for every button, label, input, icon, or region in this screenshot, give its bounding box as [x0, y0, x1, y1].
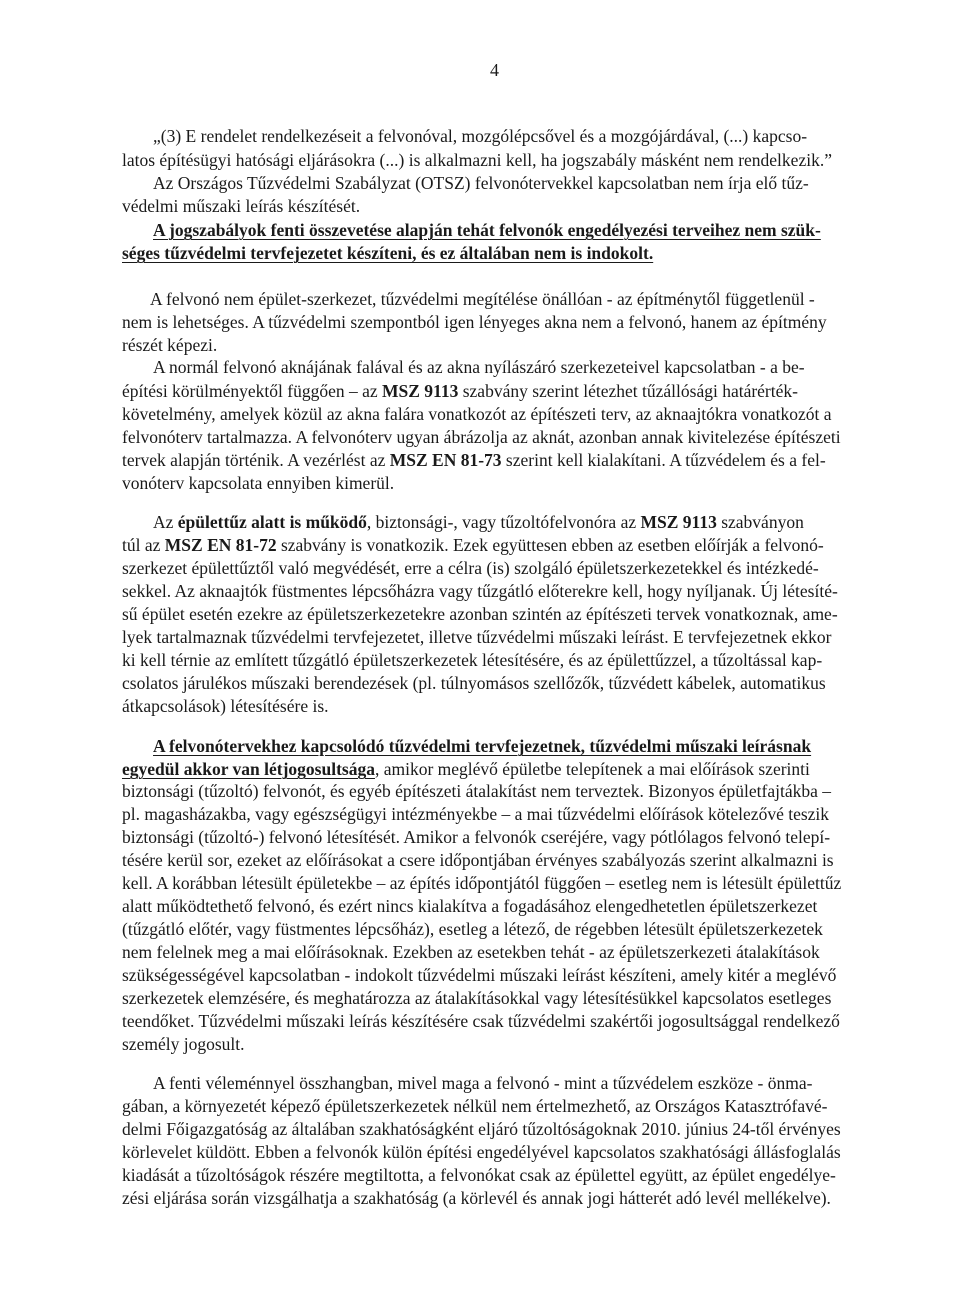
text-line: részét képezi. — [122, 335, 218, 355]
text-line: A normál felvonó aknájának falával és az akna nyílászáró szerkezeteivel kapcsolatban - a be- — [153, 357, 805, 377]
text-line: felvonóterv tartalmazza. A felvonóterv ugyan ábrázolja az aknát, azonban annak kivitelezése építészeti — [122, 427, 841, 447]
text-line: delmi Főigazgatóság az általában szakhatóságként eljáró tűzoltóságoknak 2010. június 24-től érvényes — [122, 1119, 841, 1139]
emphasis-line: séges tűzvédelmi tervfejezetet készíteni, és ez általában nem is indokolt. — [122, 243, 654, 263]
text-line: zési eljárása során vizsgálhatja a szakhatóság (a körlevél és annak jogi hátterét adó levél mellékelve). — [122, 1188, 831, 1208]
text-run: , amikor meglévő épületbe telepítenek a mai előírások szerinti — [374, 759, 810, 779]
text-line: A felvonó nem épület-szerkezet, tűzvédelmi megítélése önállóan - az építménytől függetlenül - — [150, 289, 815, 309]
text-line: gában, a környezetét képező épületszerkezetek nélkül nem értelmezhető, az Országos Katasztrófavé- — [122, 1096, 828, 1116]
text-run: építési körülményektől függően – az — [122, 381, 382, 401]
text-line: vonóterv kapcsolata ennyiben kimerül. — [122, 473, 395, 493]
text-run: , biztonsági-, vagy tűzoltófelvonóra az — [366, 512, 641, 532]
text-run: szerint kell kialakítani. A tűzvédelem és a fel- — [501, 450, 826, 470]
text-line: csolatos járulékos műszaki berendezések (pl. túlnyomásos szellőzők, tűzvédett kábelek, automatikus — [122, 673, 826, 693]
text-line: nem is lehetséges. A tűzvédelmi szempontból igen lényeges akna nem a felvonó, hanem az építmény — [122, 312, 827, 332]
text-line — [122, 761, 810, 779]
text-line — [122, 452, 826, 470]
text-line: teendőket. Tűzvédelmi műszaki leírás készítésére csak tűzvédelmi szakértői jogosultsággal rendelkező — [122, 1011, 840, 1031]
text-line — [153, 514, 804, 532]
text-run: szabvány is vonatkozik. Ezek együttesen ebben az esetben előírják a felvonó- — [276, 535, 824, 555]
text-line: lyek tartalmaznak tűzvédelmi tervfejezetet, illetve tűzvédelmi műszaki leírást. E tervfejezetnek ekkor — [122, 627, 832, 647]
text-line: latos építésügyi hatósági eljárásokra (...) is alkalmazni kell, ha jogszabály másként nem rendelkezik.” — [122, 150, 832, 170]
text-line: A fenti véleménnyel összhangban, mivel maga a felvonó - mint a tűzvédelem eszköze - önma- — [153, 1073, 813, 1093]
text-line: nem felelnek meg a mai előírásoknak. Ezekben az esetekben tehát - az épületszerkezeti átalakítások — [122, 942, 820, 962]
standard-ref: MSZ EN 81-73 — [389, 450, 502, 470]
text-line: Az Országos Tűzvédelmi Szabályzat (OTSZ) felvonótervekkel kapcsolatban nem írja elő tűz- — [153, 173, 809, 193]
emphasis-line: A felvonótervekhez kapcsolódó tűzvédelmi tervfejezetnek, tűzvédelmi műszaki leírásnak — [153, 736, 812, 756]
text-line: biztonsági (tűzoltó-) felvonó létesítését. Amikor a felvonók cseréjére, vagy pótlólagos felvonó telepí- — [122, 827, 831, 847]
text-line: kell. A korábban létesült épületekbe – az építés időpontjától függően – esetleg nem is létesült épülettűz — [122, 873, 842, 893]
text-line: pl. magasházakba, vagy egészségügyi intézményekbe – a mai tűzvédelmi előírások kötelezővé teszik — [122, 804, 830, 824]
text-line: szerkezetek elemzésére, és meghatározza az átalakításokkal vagy létesítésükkel kapcsolatos esetleges — [122, 988, 832, 1008]
text-line: átkapcsolások) létesítésére is. — [122, 696, 329, 716]
text-line: kiadását a tűzoltóságok részére megtiltotta, a felvonókat csak az épülettel együtt, az épület engedélye- — [122, 1165, 836, 1185]
text-line: sű épület esetén ezekre az épületszerkezetekre azonban szintén az építészeti tervek vonatkoznak, ame- — [122, 604, 838, 624]
standard-ref: MSZ EN 81-72 — [164, 535, 277, 555]
text-line: tésére kerül sor, ezeket az előírásokat a csere időpontjában érvényes szabályozás szerint alkalmazni is — [122, 850, 834, 870]
emphasis-run: épülettűz alatt is működő — [177, 512, 367, 532]
text-line: személy jogosult. — [122, 1034, 245, 1054]
text-line — [122, 537, 824, 555]
text-line: sekkel. Az aknaajtók füstmentes lépcsőházra vagy tűzgátló előterekre kell, hogy nyíljanak. Új létesíté- — [122, 581, 838, 601]
page-number: 4 — [490, 60, 499, 80]
text-line: körlevelet küldött. Ebben a felvonók külön építési engedélyével kapcsolatos szakhatósági állásfoglalás — [122, 1142, 841, 1162]
emphasis-line: A jogszabályok fenti összevetése alapján tehát felvonók engedélyezési terveihez nem szük- — [153, 220, 821, 240]
text-line: követelmény, amelyek közül az akna falára vonatkozót az építészeti terv, az aknaajtókra vonatkozót a — [122, 404, 832, 424]
text-line: ki kell térnie az említett tűzgátló épületszerkezetek létesítésére, és az épülettűzzel, a tűzoltással kap- — [122, 650, 823, 670]
text-line: szerkezet épülettűztől való megvédését, erre a célra (is) szolgáló épületszerkezetekkel és intézkedé- — [122, 558, 819, 578]
text-line: „(3) E rendelet rendelkezéseit a felvonóval, mozgólépcsővel és a mozgójárdával, (...) kapcso- — [153, 126, 808, 146]
text-line: (tűzgátló előtér, vagy füstmentes lépcsőház), esetleg a létező, de régebben létesült épületszerkezetek — [122, 919, 823, 939]
text-line: védelmi műszaki leírás készítését. — [122, 196, 361, 216]
emphasis-run: egyedül akkor van létjogosultsága — [122, 759, 375, 779]
text-line: biztonsági (tűzoltó) felvonót, és egyéb építészeti átalakítást nem terveztek. Bizonyos épületfajtákba – — [122, 781, 831, 801]
text-run: szabványon — [716, 512, 804, 532]
text-line — [122, 383, 798, 401]
text-run: túl az — [122, 535, 165, 555]
text-run: Az — [153, 512, 178, 532]
text-run: szabvány szerint létezhet tűzállósági határérték- — [458, 381, 798, 401]
text-run: tervek alapján történik. A vezérlést az — [122, 450, 390, 470]
standard-ref: MSZ 9113 — [640, 512, 717, 532]
standard-ref: MSZ 9113 — [382, 381, 459, 401]
text-line: szükségességével kapcsolatban - indokolt tűzvédelmi műszaki leírást készíteni, amely kitér a meglévő — [122, 965, 837, 985]
text-line: alatt működtethető felvonó, és ezért nincs kialakítva a fogadásához elengedhetetlen épületszerkezet — [122, 896, 818, 916]
